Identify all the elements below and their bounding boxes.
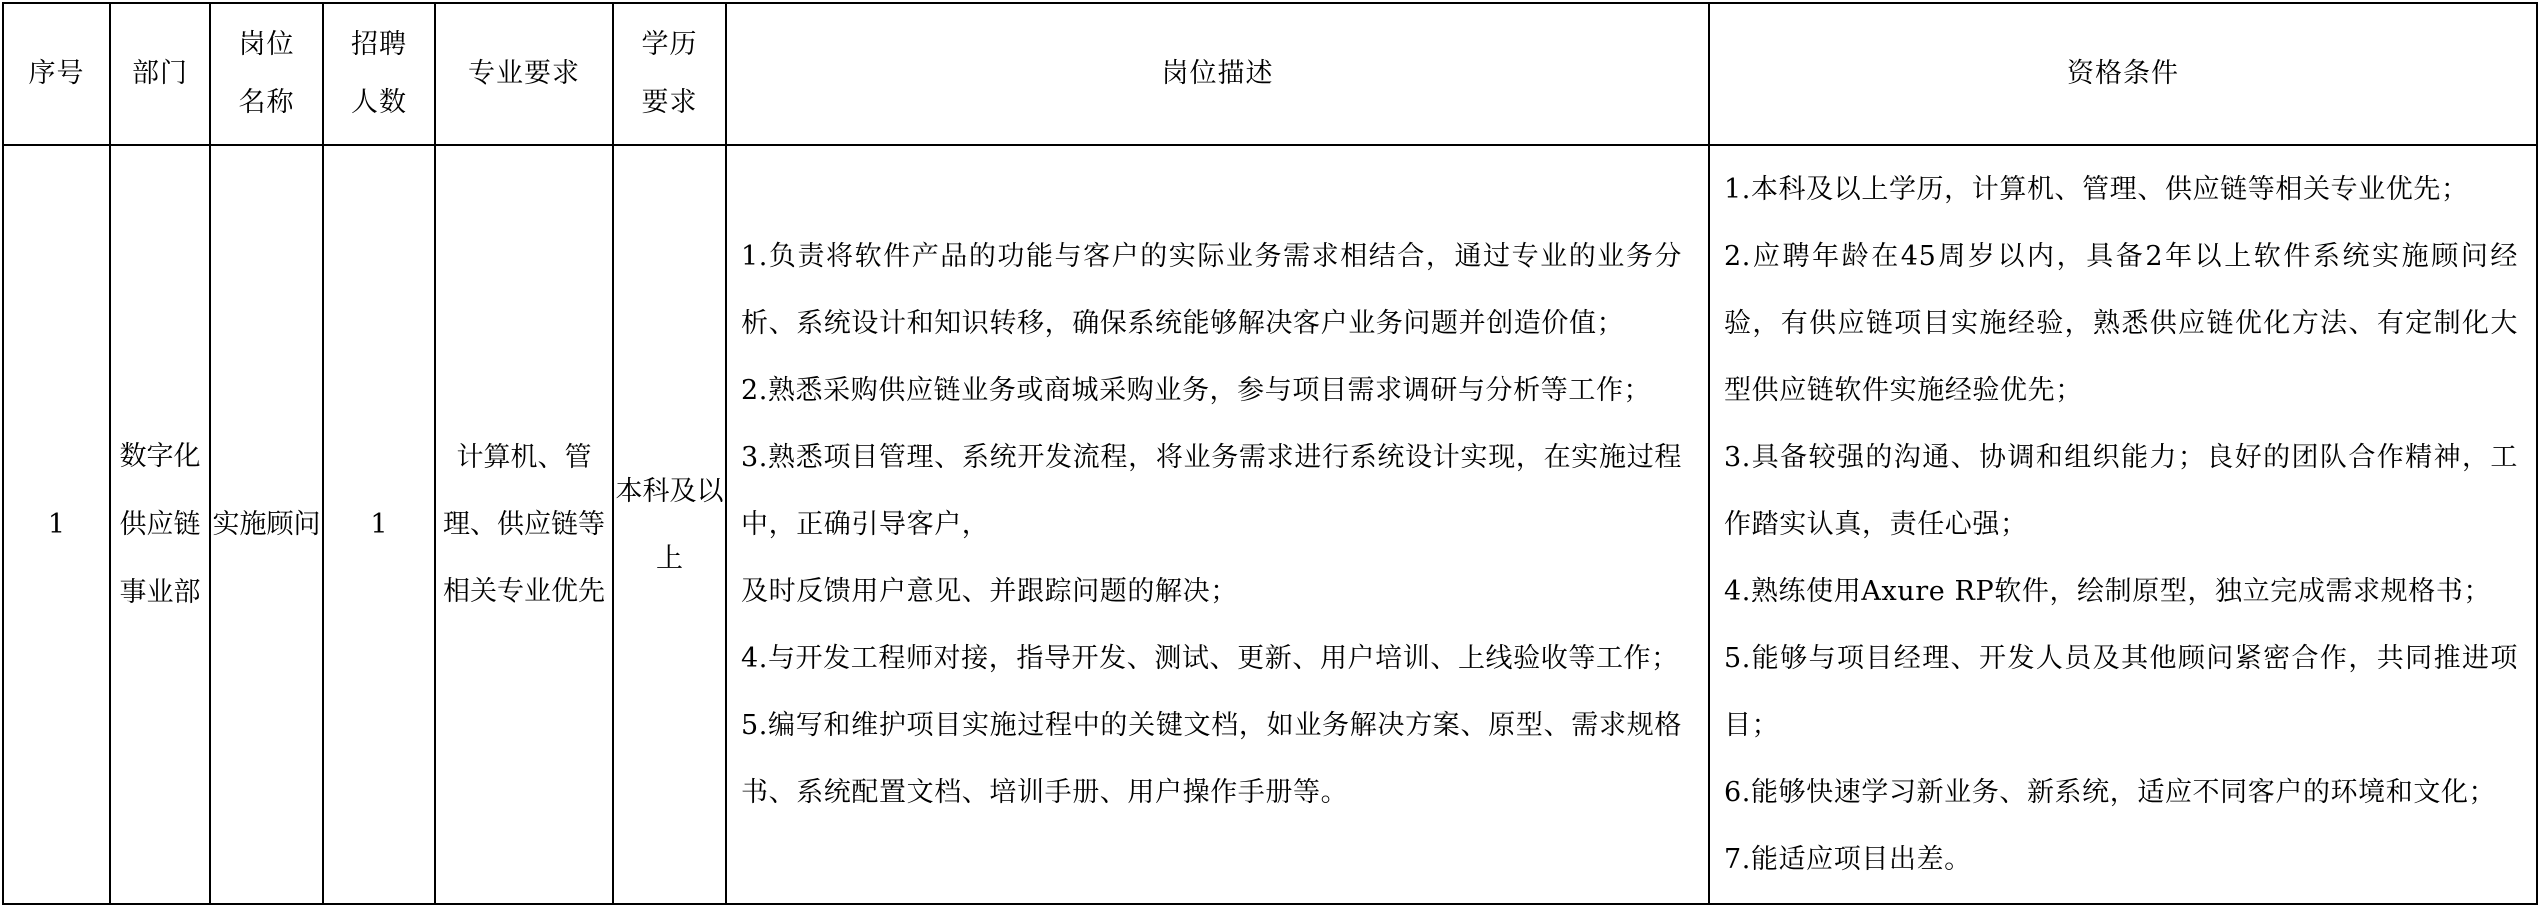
recruitment-table — [2, 2, 2538, 905]
header-seq: 序号 — [3, 3, 110, 145]
cell-description — [726, 145, 1709, 904]
cell-position: 实施顾问 — [210, 145, 323, 904]
header-count: 招聘人数 — [323, 3, 435, 145]
qualification-item: 6.能够快速学习新业务、新系统，适应不同客户的环境和文化； — [1724, 777, 2497, 808]
cell-count: 1 — [323, 145, 435, 904]
qualification-item: 4.熟练使用Axure RP软件，绘制原型，独立完成需求规格书； — [1724, 576, 2492, 607]
header-dept: 部门 — [110, 3, 210, 145]
cell-education: 本科及以上 — [613, 145, 726, 904]
qualification-item: 3.具备较强的沟通、协调和组织能力；良好的团队合作精神，工作踏实认真，责任心强； — [1724, 442, 2518, 540]
qualification-item: 7.能适应项目出差。 — [1724, 844, 1972, 875]
cell-seq: 1 — [3, 145, 110, 904]
cell-major: 计算机、管理、供应链等相关专业优先 — [435, 145, 613, 904]
description-item: 1.负责将软件产品的功能与客户的实际业务需求相结合，通过专业的业务分析、系统设计和知识转移，确保系统能够解决客户业务问题并创造价值； — [741, 241, 1682, 339]
description-item: 及时反馈用户意见、并跟踪问题的解决； — [741, 576, 1238, 607]
header-qualification: 资格条件 — [1709, 3, 2537, 145]
cell-dept: 数字化供应链事业部 — [110, 145, 210, 904]
cell-qualification — [1709, 145, 2537, 904]
header-education: 学历要求 — [613, 3, 726, 145]
header-description: 岗位描述 — [726, 3, 1709, 145]
header-row — [3, 3, 2537, 145]
description-item: 3.熟悉项目管理、系统开发流程，将业务需求进行系统设计实现，在实施过程中，正确引导客户， — [741, 442, 1682, 540]
description-item: 4.与开发工程师对接，指导开发、测试、更新、用户培训、上线验收等工作； — [741, 643, 1679, 674]
header-major: 专业要求 — [435, 3, 613, 145]
qualification-item: 5.能够与项目经理、开发人员及其他顾问紧密合作，共同推进项目； — [1724, 643, 2518, 741]
qualification-item: 1.本科及以上学历，计算机、管理、供应链等相关专业优先； — [1724, 174, 2469, 205]
description-item: 5.编写和维护项目实施过程中的关键文档，如业务解决方案、原型、需求规格书、系统配置文档、培训手册、用户操作手册等。 — [741, 710, 1682, 808]
table-row — [3, 145, 2537, 904]
description-list — [727, 201, 1708, 848]
qualification-item: 2.应聘年龄在45周岁以内，具备2年以上软件系统实施顾问经验，有供应链项目实施经验，熟悉供应链优化方法、有定制化大型供应链软件实施经验优先； — [1724, 241, 2518, 406]
qualification-list — [1710, 146, 2536, 903]
header-position: 岗位名称 — [210, 3, 323, 145]
description-item: 2.熟悉采购供应链业务或商城采购业务，参与项目需求调研与分析等工作； — [741, 375, 1652, 406]
